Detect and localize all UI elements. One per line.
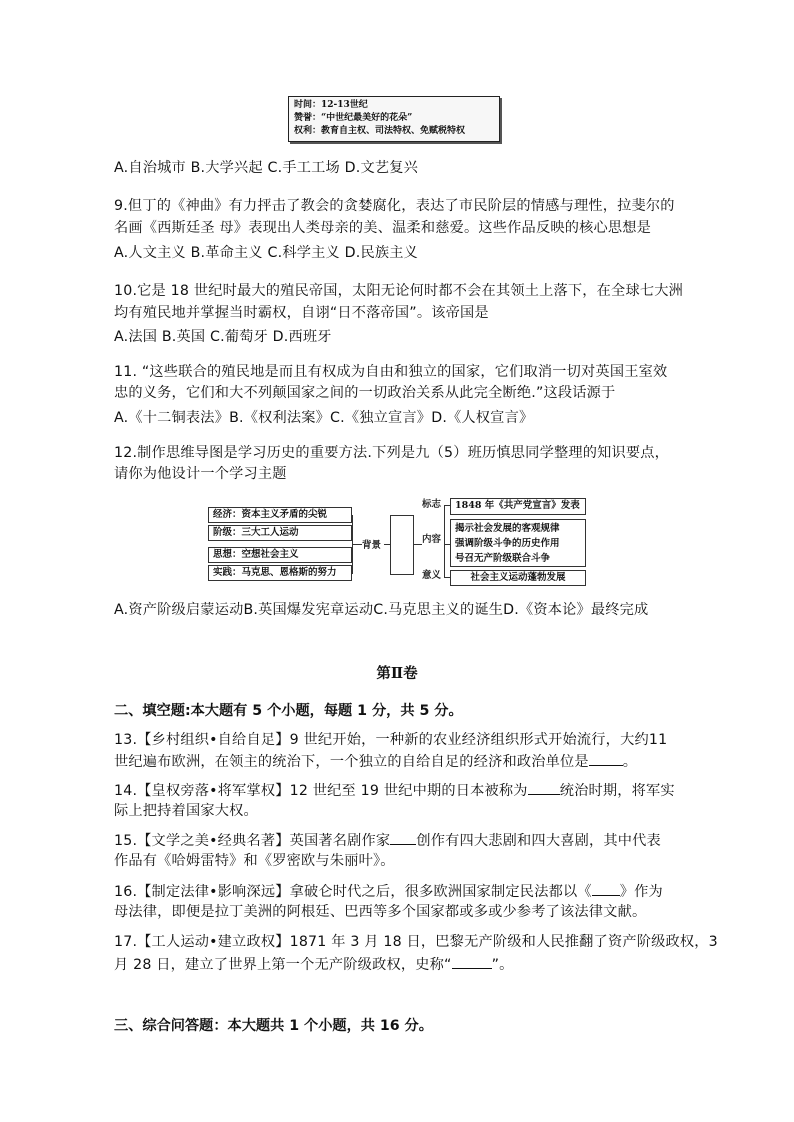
q13-answer-blank[interactable] — [589, 751, 623, 766]
map-meaning-box: 社会主义运动蓬勃发展 — [450, 570, 586, 586]
section3-heading: 三、综合问答题：本大题共 1 个小题，共 16 分。 — [114, 1018, 433, 1034]
q10-line2: 均有殖民地并掌握当时霸权，自诩“日不落帝国”。该帝国是 — [114, 305, 489, 321]
q17-line2-text: 月 28 日，建立了世界上第一个无产阶级政权，史称“ — [114, 957, 452, 973]
q16-line1-text: 16.【制定法律•影响深远】拿破仑时代之后，很多欧洲国家制定民法都以《 — [114, 884, 592, 900]
section2-heading: 二、填空题:本大题有 5 个小题，每题 1 分，共 5 分。 — [114, 703, 463, 719]
q8-options: A.自治城市 B.大学兴起 C.手工工场 D.文艺复兴 — [114, 160, 418, 176]
q9-options: A.人文主义 B.革命主义 C.科学主义 D.民族主义 — [114, 245, 418, 261]
q16-line1 — [114, 881, 663, 902]
card-line-rights: 权利：教育自主权、司法特权、免赋税特权 — [294, 126, 466, 136]
q15-line1-end: 创作有四大悲剧和四大喜剧，其中代表 — [416, 833, 661, 849]
q15-line2: 作品有《哈姆雷特》和《罗密欧与朱丽叶》。 — [114, 853, 395, 869]
q14-line2: 际上把持着国家大权。 — [114, 803, 258, 819]
q10-options: A.法国 B.英国 C.葡萄牙 D.西班牙 — [114, 329, 332, 345]
volume-title: 第Ⅱ卷 — [376, 665, 418, 682]
q12-line2: 请你为他设计一个学习主题 — [114, 466, 287, 482]
q15-line1 — [114, 830, 661, 851]
info-card — [288, 96, 500, 142]
q14-line1-end: 统治时期，将军实 — [559, 783, 675, 799]
q17-line1: 17.【工人运动•建立政权】1871 年 3 月 18 日，巴黎无产阶级和人民推翻了资产阶级政权，3 — [114, 934, 718, 950]
q17-answer-blank[interactable] — [452, 954, 492, 969]
q16-line2: 母法律，即便是拉丁美洲的阿根廷、巴西等多个国家都或多或少参考了该法律文献。 — [114, 904, 647, 920]
q15-answer-blank[interactable] — [390, 830, 416, 845]
map-content-item-1: 揭示社会发展的客观规律 — [455, 523, 560, 534]
card-line-time: 时间：12-13世纪 — [294, 100, 368, 110]
q11-options: A.《十二铜表法》B.《权利法案》C.《独立宣言》D.《人权宣言》 — [114, 410, 534, 426]
q9-line2: 名画《西斯廷圣 母》表现出人类母亲的美、温柔和慈爱。这些作品反映的核心思想是 — [114, 220, 652, 236]
q10-line1: 10.它是 18 世纪时最大的殖民帝国，太阳无论何时都不会在其领土上落下，在全球七大洲 — [114, 283, 683, 299]
q11-line2: 忠的义务，它们和大不列颠国家之间的一切政治关系从此完全断绝.”这段话源于 — [114, 385, 616, 401]
map-flag-box: 1848 年《共产党宣言》发表 — [450, 498, 586, 515]
map-label-flag: 标志 — [422, 499, 442, 510]
map-content-item-3: 号召无产阶级联合斗争 — [455, 553, 551, 564]
q14-line1 — [114, 780, 675, 801]
map-left-thought: 思想：空想社会主义 — [208, 547, 352, 563]
map-content-box — [450, 519, 586, 567]
q12-line1: 12.制作思维导图是学习历史的重要方法.下列是九（5）班历慎思同学整理的知识要点， — [114, 445, 670, 461]
q17-line2-end: ”。 — [491, 957, 514, 973]
map-content-item-2: 强调阶级斗争的历史作用 — [455, 538, 560, 549]
q9-line1: 9.但丁的《神曲》有力抨击了教会的贪婪腐化，表达了市民阶层的情感与理性，拉斐尔的 — [114, 198, 675, 214]
q16-line1-end: 》作为 — [619, 884, 663, 900]
q16-answer-blank[interactable] — [592, 881, 620, 896]
q17-line2 — [114, 954, 514, 975]
q12-options: A.资产阶级启蒙运动B.英国爆发宪章运动C.马克思主义的诞生D.《资本论》最终完成 — [114, 602, 649, 618]
q14-line1-text: 14.【皇权旁落•将军掌权】12 世纪至 19 世纪中期的日本被称为 — [114, 783, 528, 799]
q13-line2 — [114, 751, 637, 772]
q15-line1-text: 15.【文学之美•经典名著】英国著名剧作家 — [114, 833, 391, 849]
map-left-economy: 经济：资本主义矛盾的尖锐 — [208, 507, 352, 523]
map-label-background: 背景 — [362, 540, 382, 551]
q13-line1: 13.【乡村组织•自给自足】9 世纪开始，一种新的农业经济组织形式开始流行，大约11 — [114, 732, 668, 748]
map-left-practice: 实践：马克思、恩格斯的努力 — [208, 565, 352, 581]
q14-answer-blank[interactable] — [528, 780, 560, 795]
q13-line2-text: 世纪遍布欧洲，在领主的统治下，一个独立的自给自足的经济和政治单位是 — [114, 754, 589, 770]
map-left-class: 阶级：三大工人运动 — [208, 525, 352, 541]
map-label-meaning: 意义 — [422, 570, 442, 581]
map-label-content: 内容 — [422, 534, 442, 545]
q13-line2-end: 。 — [622, 754, 638, 770]
map-center-topic — [390, 515, 414, 575]
q11-line1: 11. “这些联合的殖民地是而且有权成为自由和独立的国家，它们取消一切对英国王室效 — [114, 364, 668, 380]
card-line-praise: 赞誉：“中世纪最美好的花朵” — [294, 113, 413, 123]
